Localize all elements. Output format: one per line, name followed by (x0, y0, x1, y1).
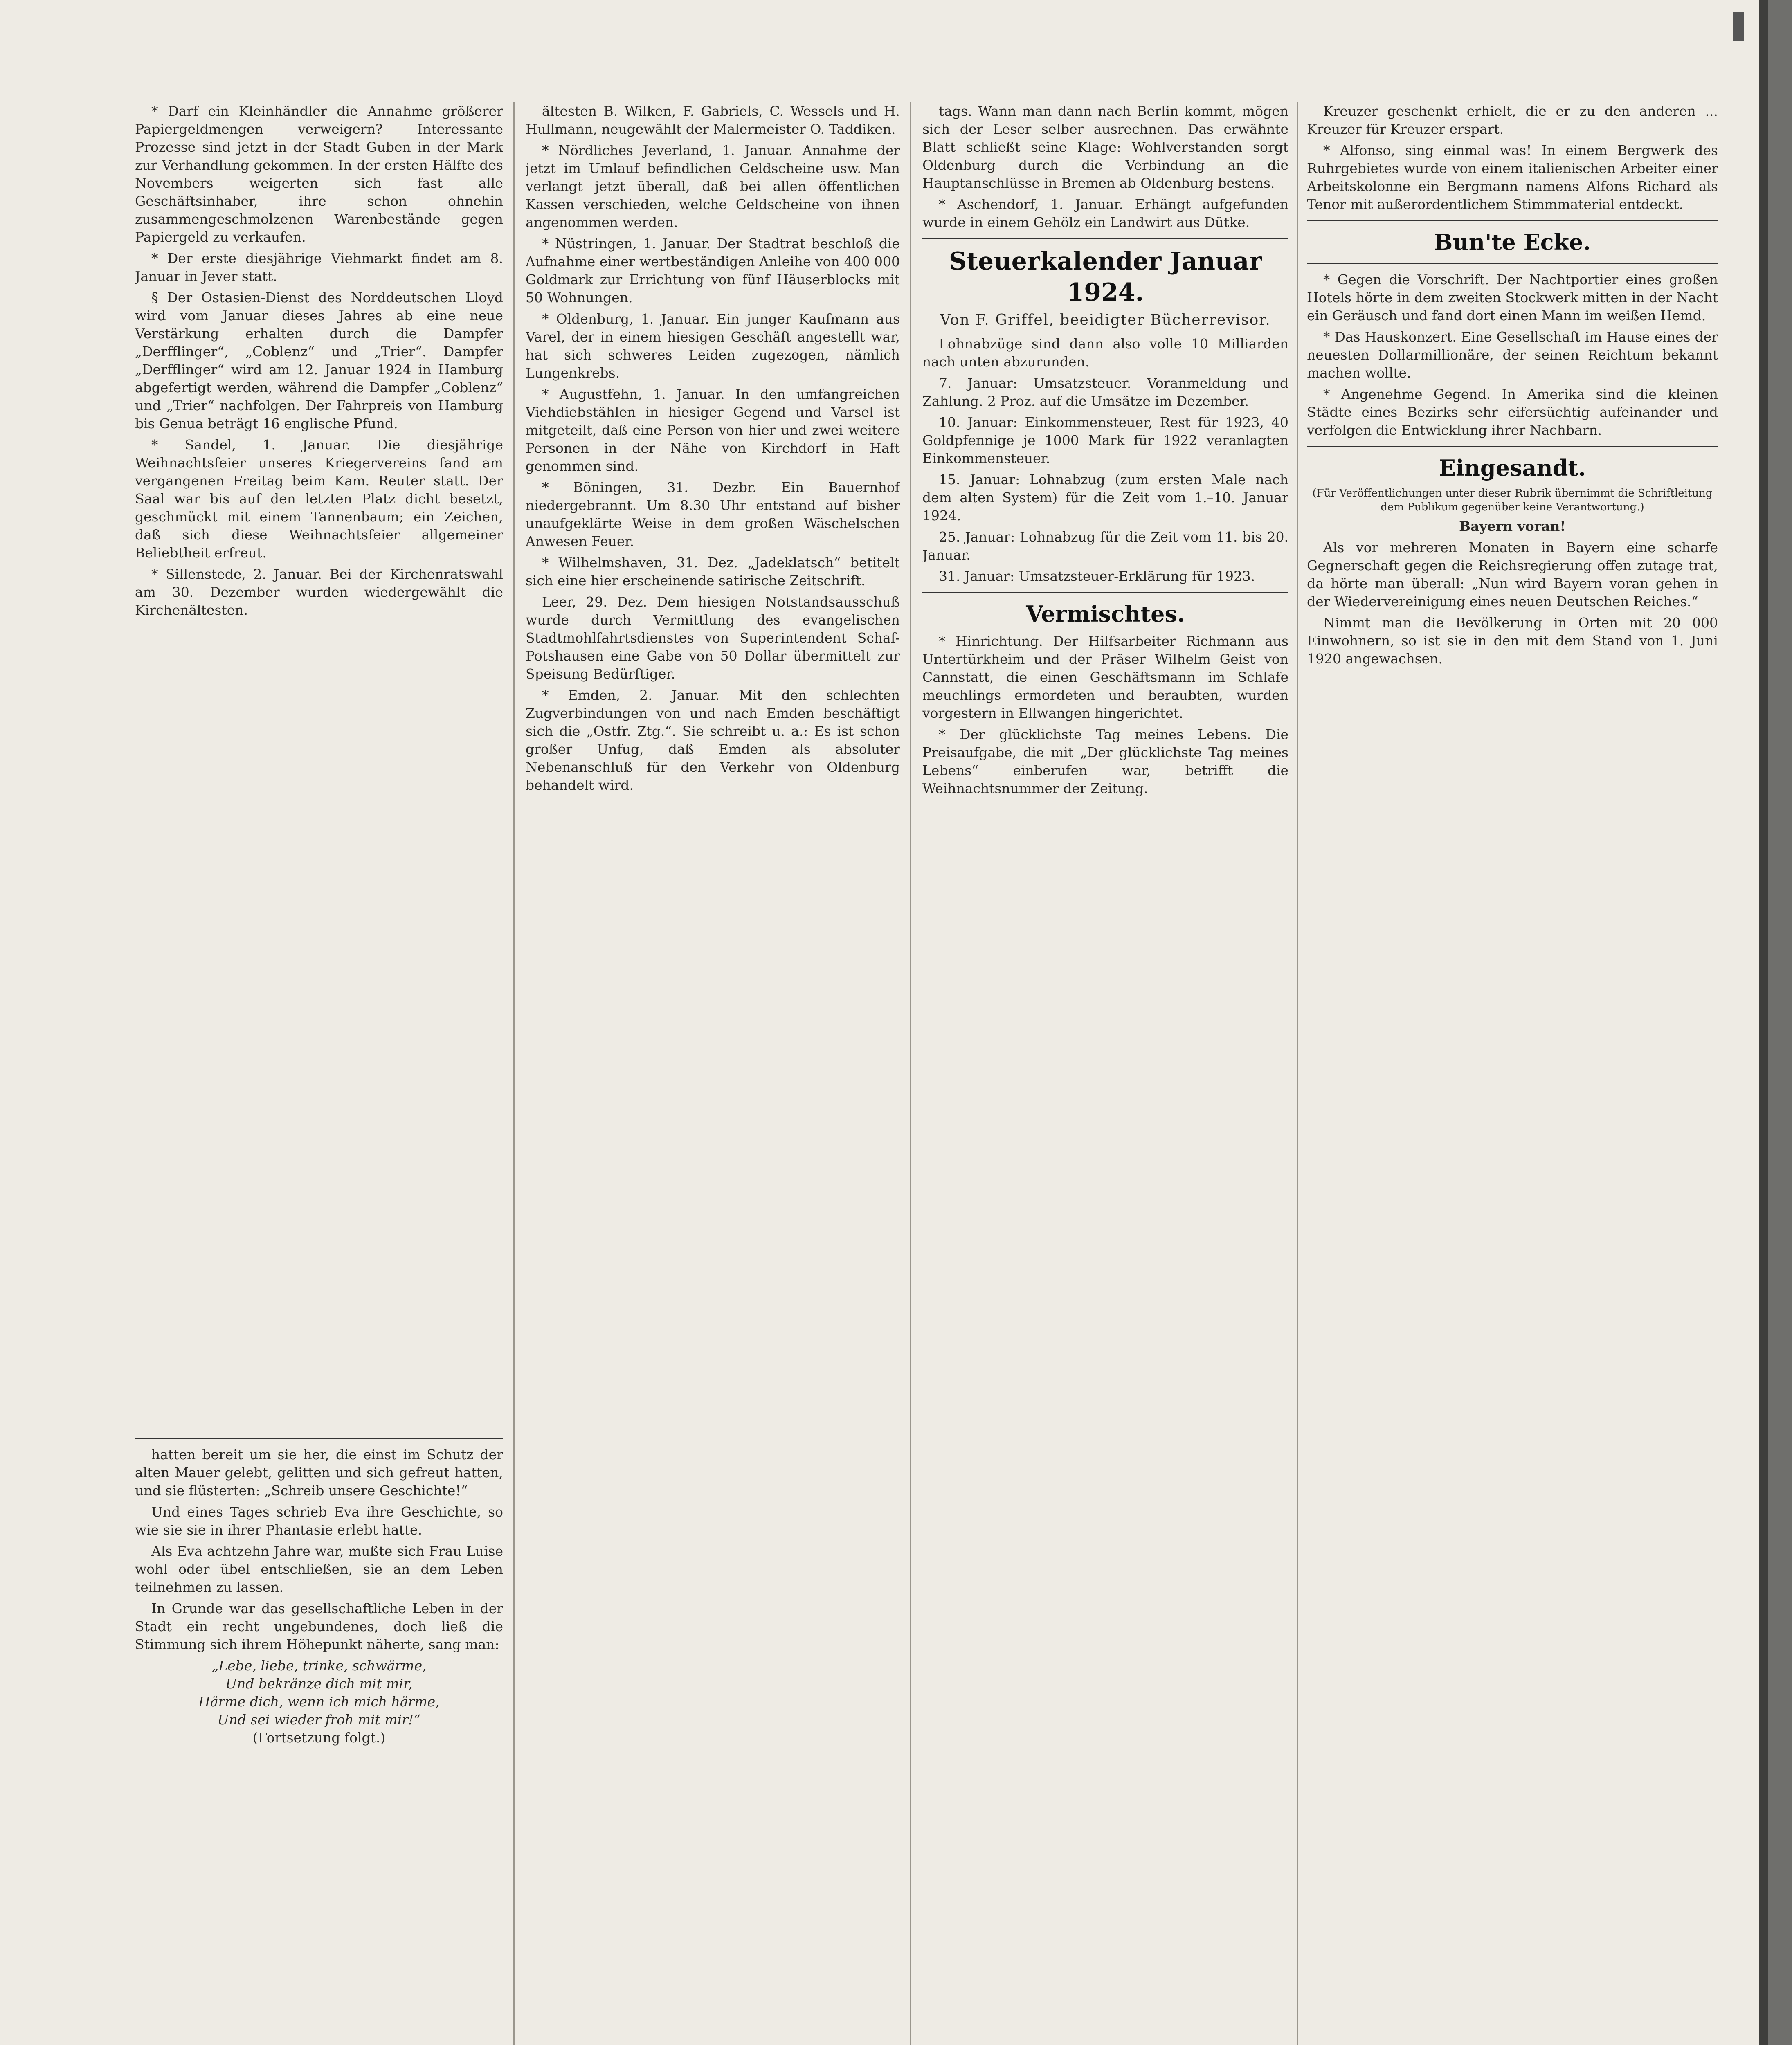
tax-entry: 10. Januar: Einkommensteuer, Rest für 1923, 40 Goldpfennige je 1000 Mark für 1922 veranlagten Einkommensteuer. (922, 414, 1288, 466)
poem-line: „Lebe, liebe, trinke, schwärme, (211, 1658, 427, 1674)
story-paragraph: Als Eva achtzehn Jahre war, mußte sich Frau Luise wohl oder übel entschließen, sie an dem Leben teilnehmen zu lassen. (135, 1543, 503, 1595)
article: * Augustfehn, 1. Januar. In den umfangreichen Viehdiebstählen in hiesiger Gegend und Varsel ist mitgeteilt, daß eine Person von hier und zwei weitere Personen in der Nähe von Kirchdorf in Haft genommen sind. (526, 386, 900, 474)
article: * Oldenburg, 1. Januar. Ein junger Kaufmann aus Varel, der in einem hiesigen Geschäft angestellt war, hat sich schweres Leiden zugezogen, nämlich Lungenkrebs. (526, 311, 900, 381)
column-3 (922, 102, 1288, 2045)
article: * Aschendorf, 1. Januar. Erhängt aufgefunden wurde in einem Gehölz ein Landwirt aus Dütke. (922, 196, 1288, 230)
story-paragraph: hatten bereit um sie her, die einst im Schutz der alten Mauer gelebt, gelitten und sich gefreut hatten, und sie flüsterten: „Schreib unsere Geschichte!“ (135, 1447, 503, 1499)
scan-edge (1759, 0, 1792, 2045)
article: * Der erste diesjährige Viehmarkt findet am 8. Januar in Jever statt. (135, 250, 503, 284)
poem-line: Härme dich, wenn ich mich härme, (198, 1694, 440, 1710)
article: § Der Ostasien-Dienst des Norddeutschen Lloyd wird vom Januar dieses Jahres ab eine neue Verstärkung erhalten durch die Dampfer „Derfflinger“, „Coblenz“ und „Trier“. Dampfer „Derfflinger“ wird am 12. Januar 1924 in Hamburg abgefertigt werden, während die Dampfer „Coblenz“ und „Trier“ nachfolgen. Der Fahrpreis von Hamburg bis Genua beträgt 16 englische Pfund. (135, 290, 503, 431)
eingesandt-heading: Eingesandt. (1439, 455, 1586, 481)
tax-entry: 25. Januar: Lohnabzug für die Zeit vom 11. bis 20. Januar. (922, 529, 1288, 563)
divider (135, 1438, 503, 1439)
tax-entry: Lohnabzüge sind dann also volle 10 Milliarden nach unten abzurunden. (922, 336, 1288, 370)
divider (922, 592, 1288, 593)
divider (1307, 446, 1718, 447)
story-paragraph: In Grunde war das gesellschaftliche Leben in der Stadt ein recht ungebundenes, doch ließ die Stimmung sich ihrem Höhepunkt näherte, sang man: (135, 1600, 503, 1652)
article: * Böningen, 31. Dezbr. Ein Bauernhof niedergebrannt. Um 8.30 Uhr entstand auf bisher unaufgeklärte Weise in dem großen Wäschelschen Anwesen Feuer. (526, 479, 900, 549)
article: * Das Hauskonzert. Eine Gesellschaft im Hause eines der neuesten Dollarmillionäre, der seinen Reichtum bekannt machen wollte. (1307, 329, 1718, 381)
article: * Nüstringen, 1. Januar. Der Stadtrat beschloß die Aufnahme einer wertbeständigen Anleihe von 400 000 Goldmark zur Errichtung von fünf Häuserblocks mit 50 Wohnungen. (526, 236, 900, 306)
column-rule (513, 102, 515, 2045)
misc-item: * Der glücklichste Tag meines Lebens. Die Preisaufgabe, die mit „Der glücklichste Tag meines Lebens“ einberufen war, betrifft die Weihnachtsnummer der Zeitung. (922, 726, 1288, 796)
letter-title: Bayern voran! (1459, 518, 1566, 534)
column-1 (135, 102, 503, 1407)
poem-line: Und sei wieder froh mit mir!“ (217, 1712, 421, 1728)
story-paragraph: Und eines Tages schrieb Eva ihre Geschichte, so wie sie sie in ihrer Phantasie erlebt hatte. (135, 1504, 503, 1538)
tax-calendar-byline: Von F. Griffel, beeidigter Bücherrevisor. (940, 312, 1271, 328)
article: ältesten B. Wilken, F. Gabriels, C. Wessels und H. Hullmann, neugewählt der Malermeister O. Taddiken. (526, 103, 900, 137)
article: * Angenehme Gegend. In Amerika sind die kleinen Städte eines Bezirks sehr eifersüchtig aufeinander und verfolgen die Entwicklung ihrer Nachbarn. (1307, 386, 1718, 438)
article: * Sandel, 1. Januar. Die diesjährige Weihnachtsfeier unseres Kriegervereins fand am vergangenen Freitag beim Kam. Reuter statt. Der Saal war bis auf den letzten Platz dicht besetzt, geschmückt mit einem Tannenbaum; ein Zeichen, daß sich diese Weihnachtsfeier allgemeiner Beliebtheit erfreut. (135, 437, 503, 561)
article: * Alfonso, sing einmal was! In einem Bergwerk des Ruhrgebietes wurde von einem italienischen Arbeiter einer Arbeitskolonne ein Bergmann namens Alfons Richard als Tenor mit außerordentlichem Stimmmaterial entdeckt. (1307, 142, 1718, 212)
misc-item: * Hinrichtung. Der Hilfsarbeiter Richmann aus Untertürkheim und der Präser Wilhelm Geist von Cannstatt, die einen Geschäftsmann im Schlafe meuchlings ermordeten und beraubten, wurden vorgestern in Ellwangen hingerichtet. (922, 633, 1288, 721)
editorial-note: (Für Veröffentlichungen unter dieser Rubrik übernimmt die Schriftleitung dem Publikum gegenüber keine Verantwortung.) (1312, 487, 1713, 513)
serial-story (135, 1432, 503, 2045)
divider (1307, 220, 1718, 221)
continued-note: (Fortsetzung folgt.) (252, 1730, 386, 1746)
column-4 (1307, 102, 1718, 2045)
article: * Nördliches Jeverland, 1. Januar. Annahme der jetzt im Umlauf befindlichen Geldscheine usw. Man verlangt jetzt überall, daß bei allen öffentlichen Kassen verschieden, welche Geldscheine von ihnen angenommen werden. (526, 142, 900, 230)
article: * Gegen die Vorschrift. Der Nachtportier eines großen Hotels hörte in dem zweiten Stockwerk mitten in der Nacht ein Geräusch und fand dort einen Mann im weißen Hemd. (1307, 272, 1718, 324)
column-rule (910, 102, 911, 2045)
article: Kreuzer geschenkt erhielt, die er zu den anderen ... Kreuzer für Kreuzer erspart. (1307, 103, 1718, 137)
column-2 (526, 102, 900, 2045)
article: * Darf ein Kleinhändler die Annahme größerer Papiergeldmengen verweigern? Interessante Prozesse sind jetzt in der Stadt Guben in der Mark zur Verhandlung gekommen. In der ersten Hälfte des Novembers weigerten sich fast alle Geschäftsinhaber, ihre schon ohnehin zusammengeschmolzenen Warenbestände gegen Papiergeld zu verkaufen. (135, 103, 503, 245)
divider (922, 238, 1288, 239)
article: * Emden, 2. Januar. Mit den schlechten Zugverbindungen von und nach Emden beschäftigt sich die „Ostfr. Ztg.“. Sie schreibt u. a.: Es ist schon großer Unfug, daß Emden als absoluter Nebenanschluß für den Verkehr von Oldenburg behandelt wird. (526, 687, 900, 793)
tax-calendar-heading: Steuerkalender Januar 1924. (949, 247, 1262, 307)
letter-paragraph: Als vor mehreren Monaten in Bayern eine scharfe Gegnerschaft gegen die Reichsregierung offen zutage trat, da hörte man überall: „Nun wird Bayern voran gehen in der Wiedervereinigung eines neuen Deutschen Reiches.“ (1307, 539, 1718, 609)
article: Leer, 29. Dez. Dem hiesigen Notstandsausschuß wurde durch Vermittlung des evangelischen Stadtmohlfahrtsdienstes von Superintendent Schaf-Potshausen eine Gabe von 50 Dollar übermittelt zur Speisung Bedürftiger. (526, 594, 900, 682)
article: * Sillenstede, 2. Januar. Bei der Kirchenratswahl am 30. Dezember wurden wiedergewählt die Kirchenältesten. (135, 566, 503, 618)
letter-paragraph: Nimmt man die Bevölkerung in Orten mit 20 000 Einwohnern, so ist sie in den mit dem Stand von 1. Juni 1920 angewachsen. (1307, 615, 1718, 667)
poem-line: Und bekränze dich mit mir, (225, 1676, 413, 1692)
divider (1307, 263, 1718, 264)
tax-entry: 7. Januar: Umsatzsteuer. Voranmeldung und Zahlung. 2 Proz. auf die Umsätze im Dezember. (922, 375, 1288, 409)
misc-heading: Vermischtes. (1026, 601, 1185, 627)
column-rule (1297, 102, 1298, 2045)
article: * Wilhelmshaven, 31. Dez. „Jadeklatsch“ betitelt sich eine hier erscheinende satirische Zeitschrift. (526, 555, 900, 589)
bunte-ecke-heading: Bun'te Ecke. (1434, 229, 1591, 255)
page-corner-mark (1733, 12, 1744, 41)
tax-entry: 15. Januar: Lohnabzug (zum ersten Male nach dem alten System) für die Zeit vom 1.–10. Januar 1924. (922, 472, 1288, 524)
tax-entry: 31. Januar: Umsatzsteuer-Erklärung für 1923. (939, 568, 1255, 584)
article: tags. Wann man dann nach Berlin kommt, mögen sich der Leser selber ausrechnen. Das erwähnte Blatt schließt seine Klage: Wohlverstanden sorgt Oldenburg durch die Verbindung an die Hauptanschlüsse in Bremen ab Oldenburg bestens. (922, 103, 1288, 191)
